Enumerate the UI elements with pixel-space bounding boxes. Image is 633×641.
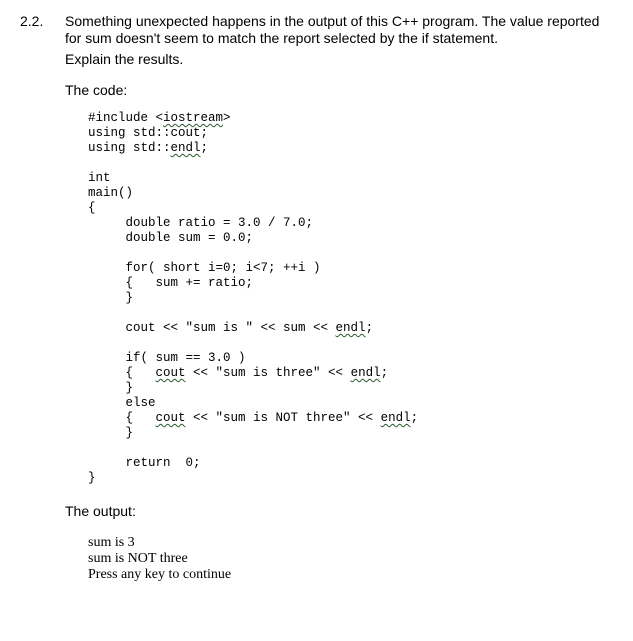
- code-text: for( short i=0; i<7; ++i ): [88, 261, 321, 275]
- spellcheck-flagged-word: cout: [155, 411, 186, 425]
- code-block: [88, 111, 418, 486]
- code-text: cout << "sum is " << sum <<: [88, 321, 336, 335]
- code-text: int: [88, 171, 111, 185]
- spellcheck-flagged-word: cout: [155, 366, 186, 380]
- code-text: ;: [380, 366, 389, 380]
- code-text: {: [88, 201, 96, 215]
- code-line: [88, 186, 418, 201]
- spellcheck-flagged-word: endl: [170, 141, 201, 155]
- code-text: return 0;: [88, 456, 201, 470]
- instruction-text: Explain the results.: [65, 51, 184, 67]
- code-text: }: [88, 381, 134, 395]
- code-line: [88, 306, 418, 321]
- code-line: [88, 426, 418, 441]
- code-text: if( sum == 3.0 ): [88, 351, 246, 365]
- code-line: [88, 396, 418, 411]
- code-line: [88, 171, 418, 186]
- code-line: [88, 471, 418, 486]
- code-line: [88, 126, 418, 141]
- output-line: Press any key to continue: [88, 567, 232, 582]
- code-text: {: [88, 366, 156, 380]
- code-text: ;: [200, 141, 209, 155]
- code-line: [88, 261, 418, 276]
- code-text: ;: [365, 321, 374, 335]
- code-text: using std::: [88, 141, 171, 155]
- spellcheck-flagged-word: endl: [350, 366, 381, 380]
- code-line: [88, 321, 418, 336]
- code-text: using std::cout;: [88, 126, 209, 140]
- spellcheck-flagged-word: iostream: [163, 111, 224, 125]
- code-text: << "sum is NOT three" <<: [185, 411, 381, 425]
- problem-number: 2.2.: [20, 13, 44, 29]
- code-line: [88, 381, 418, 396]
- code-text: }: [88, 291, 134, 305]
- code-text: ;: [410, 411, 419, 425]
- output-heading: The output:: [65, 503, 136, 519]
- code-line: [88, 201, 418, 216]
- code-line: [88, 276, 418, 291]
- output-line: sum is NOT three: [88, 551, 188, 566]
- output-block: [88, 535, 231, 583]
- code-text: << "sum is three" <<: [185, 366, 351, 380]
- code-line: [88, 366, 418, 381]
- code-line: [88, 141, 418, 156]
- spellcheck-flagged-word: endl: [380, 411, 411, 425]
- code-text: { sum += ratio;: [88, 276, 254, 290]
- spellcheck-flagged-word: endl: [335, 321, 366, 335]
- code-text: double sum = 0.0;: [88, 231, 254, 245]
- code-line: [88, 246, 418, 261]
- code-text: #include <: [88, 111, 164, 125]
- problem-text: Something unexpected happens in the output of this C++ program. The value reported for sum doesn't seem to match the report selected by the if statement.: [65, 13, 600, 46]
- code-line: [88, 291, 418, 306]
- code-line: [88, 441, 418, 456]
- code-heading: The code:: [65, 82, 128, 98]
- code-line: [88, 216, 418, 231]
- code-text: main(): [88, 186, 134, 200]
- code-line: [88, 411, 418, 426]
- code-text: }: [88, 426, 134, 440]
- code-line: [88, 351, 418, 366]
- code-text: {: [88, 411, 156, 425]
- code-text: else: [88, 396, 156, 410]
- code-text: }: [88, 471, 96, 485]
- code-text: double ratio = 3.0 / 7.0;: [88, 216, 314, 230]
- code-line: [88, 336, 418, 351]
- code-line: [88, 111, 418, 126]
- code-line: [88, 156, 418, 171]
- output-line: sum is 3: [88, 535, 135, 550]
- code-text: >: [223, 111, 231, 125]
- code-line: [88, 231, 418, 246]
- code-line: [88, 456, 418, 471]
